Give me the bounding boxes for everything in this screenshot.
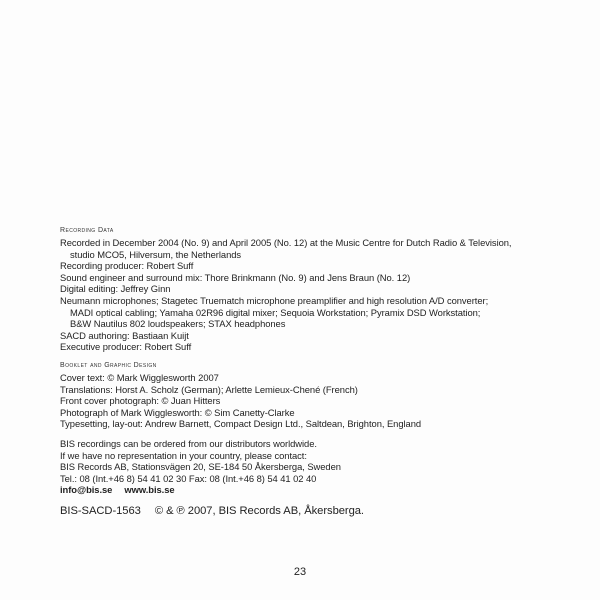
recording-data-heading: Recording Data: [60, 227, 114, 234]
executive-producer-line: Executive producer: Robert Suff: [60, 341, 192, 353]
contact-links: [60, 484, 580, 496]
catalogue-line: [60, 504, 580, 518]
website-link[interactable]: www.bis.se: [124, 484, 175, 496]
catalogue-number: BIS-SACD-1563: [60, 504, 141, 517]
copyright-notice: © & ℗ 2007, BIS Records AB, Åkersberga.: [154, 504, 364, 517]
cover-text-line: Cover text: © Mark Wigglesworth 2007: [60, 371, 219, 383]
booklet-design-section: [60, 361, 580, 430]
sacd-authoring-line: SACD authoring: Bastiaan Kuijt: [60, 329, 189, 341]
email-link[interactable]: info@bis.se: [60, 484, 113, 496]
recording-data-section: [60, 226, 580, 353]
typesetting-line: Typesetting, lay-out: Andrew Barnett, Compact Design Ltd., Saltdean, Brighton, England: [60, 418, 422, 430]
recording-producer-line: Recording producer: Robert Suff: [60, 260, 194, 272]
representation-line: If we have no representation in your country, please contact:: [60, 449, 307, 461]
translations-line: Translations: Horst A. Scholz (German); Arlette Lemieux-Chené (French): [60, 383, 358, 395]
front-cover-photo-line: Front cover photograph: © Juan Hitters: [60, 395, 221, 407]
phone-fax-line: Tel.: 08 (Int.+46 8) 54 41 02 30 Fax: 08 (Int.+46 8) 54 41 02 40: [60, 472, 317, 484]
contact-section: [60, 438, 580, 496]
equipment-line: Neumann microphones; Stagetec Truematch microphone preamplifier and high resolution A/D converter;: [60, 294, 489, 306]
equipment-line-continued: MADI optical cabling; Yamaha 02R96 digital mixer; Sequoia Workstation; Pyramix DSD Workstation;: [70, 306, 481, 318]
recording-studio-line: studio MCO5, Hilversum, the Netherlands: [70, 248, 242, 260]
distributors-line: BIS recordings can be ordered from our distributors worldwide.: [60, 437, 317, 449]
sound-engineer-line: Sound engineer and surround mix: Thore Brinkmann (No. 9) and Jens Braun (No. 12): [60, 271, 411, 283]
page-number: 23: [293, 566, 307, 578]
credits-block: [60, 226, 580, 518]
address-line: BIS Records AB, Stationsvägen 20, SE-184 50 Åkersberga, Sweden: [60, 461, 341, 473]
recording-location-line: Recorded in December 2004 (No. 9) and April 2005 (No. 12) at the Music Centre for Dutch Radio & Television,: [60, 237, 512, 248]
photograph-line: Photograph of Mark Wigglesworth: © Sim Canetty-Clarke: [60, 406, 295, 418]
digital-editing-line: Digital editing: Jeffrey Ginn: [60, 283, 171, 295]
equipment-line-continued: B&W Nautilus 802 loudspeakers; STAX headphones: [70, 318, 286, 330]
booklet-design-heading: Booklet and Graphic Design: [60, 361, 157, 369]
